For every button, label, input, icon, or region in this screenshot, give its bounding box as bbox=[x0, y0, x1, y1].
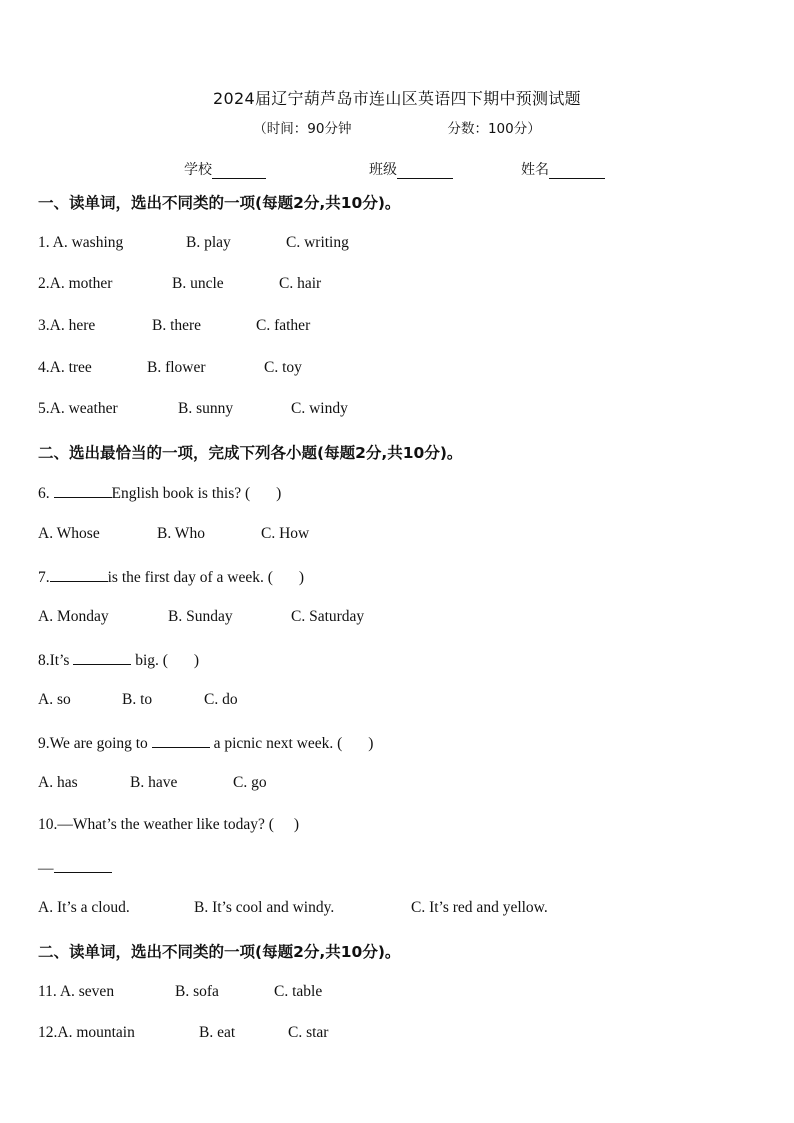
q12-option-b[interactable]: B. eat bbox=[199, 1024, 236, 1041]
option-a[interactable]: A. mother bbox=[49, 275, 113, 292]
answer-blank[interactable] bbox=[50, 567, 108, 582]
answer-blank[interactable] bbox=[73, 650, 131, 665]
name-field[interactable] bbox=[521, 159, 605, 179]
q4-option-b[interactable]: B. flower bbox=[147, 359, 206, 376]
question-text-pre: We are going to bbox=[49, 735, 152, 752]
section-2-title: 二、选出最恰当的一项，完成下列各小题(每题2分,共10分)。 bbox=[38, 444, 463, 462]
question-number: 1. bbox=[38, 234, 53, 251]
question-6 bbox=[38, 483, 281, 503]
question-number: 7. bbox=[38, 569, 50, 586]
question-number: 12. bbox=[38, 1024, 58, 1041]
class-label: 班级 bbox=[369, 162, 397, 178]
question-text: a picnic next week. ( bbox=[209, 735, 343, 752]
q12-option-c[interactable]: C. star bbox=[288, 1024, 329, 1041]
q1-option-b[interactable]: B. play bbox=[186, 234, 231, 251]
paren-close: ) bbox=[298, 569, 305, 586]
question-number: 10. bbox=[38, 816, 58, 833]
q6-option-b[interactable]: B. Who bbox=[157, 525, 205, 542]
option-a[interactable]: A. washing bbox=[52, 234, 124, 251]
school-label: 学校 bbox=[184, 162, 212, 178]
question-number: 6. bbox=[38, 485, 54, 502]
question-11 bbox=[38, 983, 114, 1001]
time-limit: （时间：90分钟 bbox=[253, 121, 352, 137]
option-a[interactable]: A. weather bbox=[49, 400, 118, 417]
q2-option-c[interactable]: C. hair bbox=[279, 275, 322, 292]
question-text-pre: It’s bbox=[49, 652, 74, 669]
paren-close: ) bbox=[193, 652, 200, 669]
question-text: is the first day of a week. ( bbox=[107, 569, 273, 586]
answer-blank[interactable] bbox=[54, 483, 112, 498]
q7-option-a[interactable]: A. Monday bbox=[38, 608, 109, 625]
question-number: 2. bbox=[38, 275, 50, 292]
q9-option-c[interactable]: C. go bbox=[233, 774, 267, 791]
question-text: big. ( bbox=[131, 652, 168, 669]
question-10 bbox=[38, 816, 299, 834]
paren-close: ) bbox=[276, 485, 282, 502]
question-3 bbox=[38, 317, 95, 335]
q10-option-c[interactable]: C. It’s red and yellow. bbox=[411, 899, 548, 916]
option-a[interactable]: A. tree bbox=[49, 359, 92, 376]
question-1 bbox=[38, 234, 123, 252]
answer-blank[interactable] bbox=[152, 733, 210, 748]
name-blank[interactable] bbox=[549, 162, 605, 179]
answer-blank[interactable] bbox=[54, 858, 112, 873]
exam-info bbox=[0, 117, 794, 137]
q11-option-c[interactable]: C. table bbox=[274, 983, 323, 1000]
question-number: 9. bbox=[38, 735, 50, 752]
question-text: —What’s the weather like today? ( bbox=[57, 816, 274, 833]
school-blank[interactable] bbox=[212, 162, 266, 179]
question-9 bbox=[38, 733, 373, 753]
option-a[interactable]: A. here bbox=[49, 317, 96, 334]
class-field[interactable] bbox=[369, 159, 453, 179]
total-score: 分数：100分） bbox=[447, 121, 541, 137]
q9-option-a[interactable]: A. has bbox=[38, 774, 78, 791]
dialogue-dash: — bbox=[38, 860, 54, 877]
option-a[interactable]: A. seven bbox=[59, 983, 115, 1000]
question-2 bbox=[38, 275, 112, 293]
question-7 bbox=[38, 567, 304, 587]
question-number: 5. bbox=[38, 400, 50, 417]
question-4 bbox=[38, 359, 92, 377]
question-text: English book is this? ( bbox=[111, 485, 251, 502]
paren-close: ) bbox=[368, 735, 374, 752]
q11-option-b[interactable]: B. sofa bbox=[175, 983, 219, 1000]
q4-option-c[interactable]: C. toy bbox=[264, 359, 302, 376]
question-8 bbox=[38, 650, 199, 670]
school-field[interactable] bbox=[184, 159, 266, 179]
q8-option-a[interactable]: A. so bbox=[38, 691, 71, 708]
q6-option-a[interactable]: A. Whose bbox=[38, 525, 100, 542]
page-title: 2024届辽宁葫芦岛市连山区英语四下期中预测试题 bbox=[213, 89, 581, 108]
q7-option-c[interactable]: C. Saturday bbox=[291, 608, 365, 625]
question-12 bbox=[38, 1024, 135, 1042]
question-5 bbox=[38, 400, 118, 418]
q6-option-c[interactable]: C. How bbox=[261, 525, 310, 542]
question-10-answer-line bbox=[38, 858, 112, 878]
q7-option-b[interactable]: B. Sunday bbox=[168, 608, 233, 625]
section-1-title: 一、读单词，选出不同类的一项(每题2分,共10分)。 bbox=[38, 194, 401, 212]
q9-option-b[interactable]: B. have bbox=[130, 774, 178, 791]
q10-option-a[interactable]: A. It’s a cloud. bbox=[38, 899, 130, 916]
q1-option-c[interactable]: C. writing bbox=[286, 234, 349, 251]
name-label: 姓名 bbox=[521, 162, 549, 178]
q8-option-c[interactable]: C. do bbox=[204, 691, 238, 708]
q2-option-b[interactable]: B. uncle bbox=[172, 275, 224, 292]
q8-option-b[interactable]: B. to bbox=[122, 691, 153, 708]
q10-option-b[interactable]: B. It’s cool and windy. bbox=[194, 899, 335, 916]
question-number: 11. bbox=[38, 983, 60, 1000]
question-number: 4. bbox=[38, 359, 50, 376]
q5-option-c[interactable]: C. windy bbox=[291, 400, 348, 417]
q3-option-b[interactable]: B. there bbox=[152, 317, 202, 334]
paren-close: ) bbox=[293, 816, 300, 833]
question-number: 8. bbox=[38, 652, 50, 669]
q5-option-b[interactable]: B. sunny bbox=[178, 400, 234, 417]
section-3-title: 二、读单词，选出不同类的一项(每题2分,共10分)。 bbox=[38, 943, 401, 961]
question-number: 3. bbox=[38, 317, 50, 334]
q3-option-c[interactable]: C. father bbox=[256, 317, 311, 334]
class-blank[interactable] bbox=[397, 162, 453, 179]
option-a[interactable]: A. mountain bbox=[57, 1024, 135, 1041]
